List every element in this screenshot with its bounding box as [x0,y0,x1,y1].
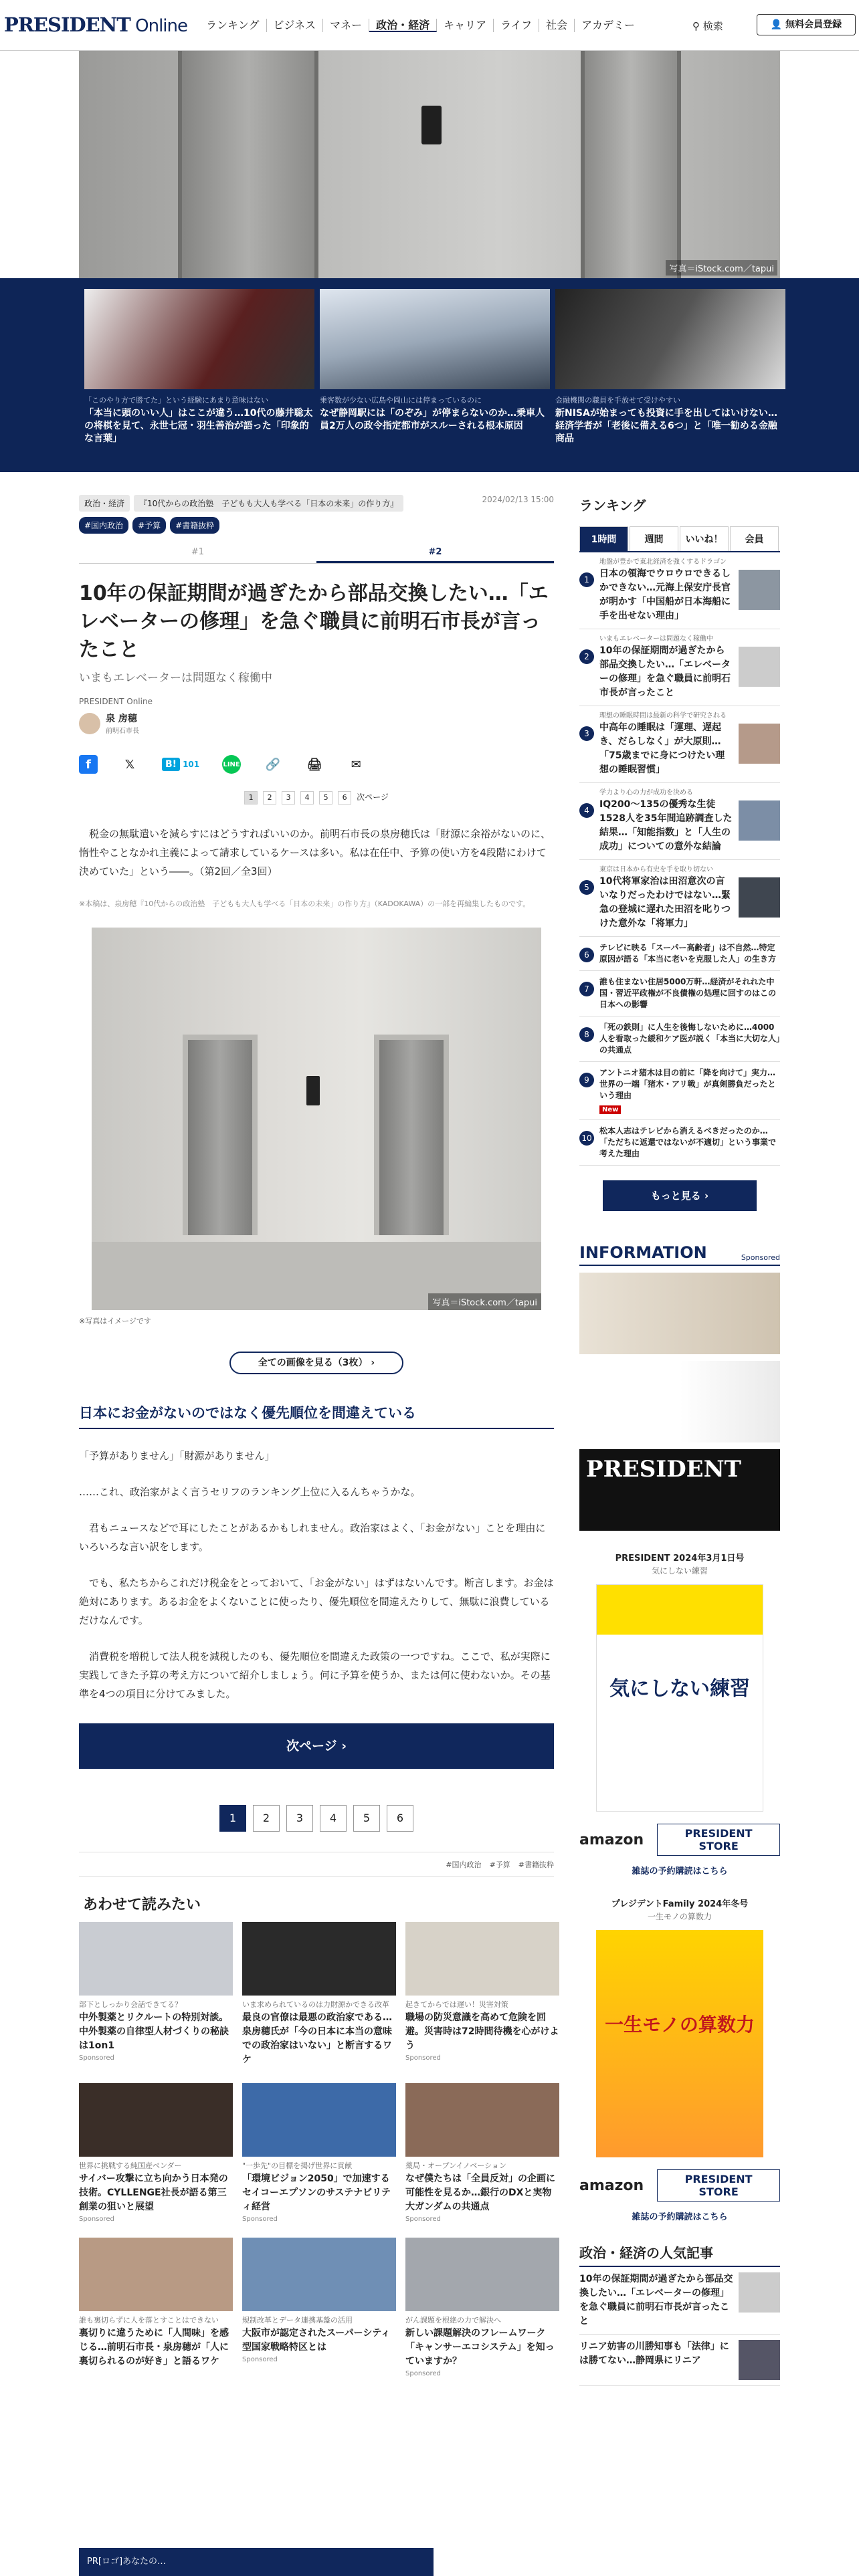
nav-academy[interactable]: アカデミー [581,19,636,31]
series-tab-2[interactable]: #2 [316,543,554,563]
ranking-item[interactable]: 7 誰も住まない住居5000万軒…経済がそれれた中国・習近平政権が不良債権の処理に回すのはこの日本への影響 [579,971,780,1016]
search-icon: ⚲ [692,20,700,32]
president-store-link[interactable]: PRESIDENT STORE [657,1824,780,1856]
ranking-item[interactable]: 5 東京は日本から有史を手を取り切ない 10代将軍家治は田沼意次の言いなりだったわけではない…緊急の登城に遅れた田沼を叱りつけた意外な「将軍力」 [579,860,780,937]
author-avatar [79,713,100,734]
magazine-cover[interactable]: 気にしない練習 [596,1584,763,1812]
related-item[interactable]: 世界に挑戦する純国産ベンダー サイバー攻撃に立ち向かう日本発の技術。CYLLENGE社長が語る第三創業の狙いと展望 Sponsored [79,2083,233,2223]
information-heading: INFORMATION Sponsored [579,1243,780,1266]
page-number[interactable]: 4 [320,1805,347,1832]
line-icon[interactable]: LINE [222,755,241,774]
facebook-icon[interactable]: f [79,755,98,774]
related-item[interactable]: いま求められているのは力財源かできる改革 最良の官僚は最悪の政治家である…泉房穂氏が「今の日本に本当の意味での政治家はいない」と断言するワケ [242,1922,396,2068]
carousel-item[interactable]: 金融機関の職員を手放せて受けやすい 新NISAが始まっても投資に手を出してはいけない…経済学者が「老後に備える6つ」と「唯一勧める金融商品 [555,289,785,469]
nav-life[interactable]: ライフ [494,19,539,32]
article-main [79,495,559,2377]
ranking-tab-hour[interactable]: 1時間 [579,526,628,551]
nav-society[interactable]: 社会 [539,19,575,32]
carousel-image [84,289,314,389]
subscription-link[interactable]: 雑誌の予約購読はこちら [632,1866,728,1876]
print-icon[interactable]: 🖨 [306,757,322,772]
bottom-pagination [79,1805,554,1832]
page-number[interactable]: 2 [253,1805,280,1832]
series-tabs [79,543,554,564]
carousel-item[interactable]: 乗客数が少ない広島や岡山には停まっているのに なぜ静岡駅には「のぞみ」が停まらないのか…乗車人員2万人の政令指定都市がスルーされる根本原因 [320,289,550,469]
series-tag[interactable]: 『10代からの政治塾 子どもも大人も学べる「日本の未来」の作り方』 [134,495,403,512]
amazon-link[interactable]: amazon [579,2177,644,2194]
page-link[interactable]: 2 [263,791,276,804]
article-image[interactable] [92,928,541,1310]
series-tab-1[interactable]: #1 [191,547,205,557]
magazine-title: プレジデントFamily 2024年冬号 [611,1899,749,1909]
carousel-image [320,289,550,389]
site-logo[interactable]: PRESIDENT Online [4,13,188,36]
related-item[interactable]: 薬局・オープンイノベーション なぜ僕たちは「全員反対」の企画に可能性を見るか…銀行のDXと実物大ガンダムの共通点 Sponsored [405,2083,559,2223]
related-item[interactable]: がん課題を根絶の力で解決へ 新しい課題解決のフレームワーク「キャンサーエコシステム」を知っていますか？ Sponsored [405,2238,559,2377]
hashtag[interactable]: #予算 [132,517,166,534]
related-item[interactable]: "一歩先"の目標を掲げ世界に貢献 「環境ビジョン2050」で加速するセイコーエプソンのサステナビリティ経営 Sponsored [242,2083,396,2223]
amazon-link[interactable]: amazon [579,1831,644,1848]
ranking-item[interactable]: 9 アントニオ猪木は目の前に「降を向けて」実力…世界の一端「猪木・アリ戦」が真剣勝負だったという理由 New [579,1062,780,1120]
share-bar [79,755,554,774]
more-ranking-button[interactable]: もっと見る › [603,1180,757,1211]
hashtag[interactable]: #国内政治 [79,517,128,534]
author-name: 泉 房穂 [106,714,137,724]
carousel-image [555,289,785,389]
page-number[interactable]: 1 [219,1805,246,1832]
author[interactable] [79,712,554,735]
article-paragraph: 君もニュースなどで耳にしたことがあるかもしれません。政治家はよく、「お金がない」ことを理由にいろいろな言い訳をします。 [79,1522,546,1553]
author-role: 前明石市長 [106,728,139,735]
subscription-link[interactable]: 雑誌の予約購読はこちら [632,2212,728,2222]
source-label: PRESIDENT Online [79,697,153,706]
ad-banner[interactable]: PRESIDENT [579,1449,780,1531]
publish-date: 2024/02/13 15:00 [482,495,554,504]
related-item[interactable]: 部下としっかり会話できてる？ 中外製薬とリクルートの特別対談。中外製薬の自律型人材づくりの秘訣は1on1 Sponsored [79,1922,233,2068]
hashtag[interactable]: #国内政治 [446,1860,482,1869]
related-item[interactable]: 起きてからでは遅い！災害対策 職場の防災意識を高めて危険を回避。災害時は72時間待機を心がけよう Sponsored [405,1922,559,2068]
ranking-item[interactable]: 1 地盤が豊かで東北経済を強くするドラゴン 日本の領海でウロウロできるしかできない…元海上保安庁長官が明かす「中国船が日本海船に手を出せない理由」 [579,552,780,629]
search-button[interactable]: ⚲ 検索 [692,20,723,32]
bottom-tags [79,1852,554,1877]
carousel-item[interactable]: 「このやり方で勝てた」という経験にあまり意味はない 「本当に頭のいい人」はここが違う…10代の藤井聡太の将棋を見て、永世七冠・羽生善治が語った「印象的な言葉」 [84,289,314,469]
magazine-subtitle: 一生モノの算数力 [648,1912,712,1921]
related-item[interactable]: 規制改革とデータ連携基盤の活用 大阪市が認定されたスーパーシティ型国家戦略特区とは Sponsored [242,2238,396,2377]
x-icon[interactable]: 𝕏 [124,757,135,772]
article-title: 10年の保証期間が過ぎたから部品交換したい…「エレベーターの修理」を急ぐ職員に前明石市長が言ったこと [79,582,549,661]
top-pagination [79,791,554,804]
ad-banner[interactable] [579,1361,780,1442]
article-lead: 税金の無駄遣いを減らすにはどうすればいいのか。前明石市長の泉房穂氏は「財源に余裕がないのに、惰性やことなかれ主義によって請求しているケースは多い。私は在任中、予算の使い方を4段階にわけて決めていた」という――。（第2回／全3回） [79,828,551,877]
view-all-images-button[interactable]: 全ての画像を見る（3枚） › [229,1352,403,1374]
chevron-right-icon: › [341,1739,347,1753]
image-note: ※写真はイメージです [79,1317,151,1325]
nav-career[interactable]: キャリア [437,19,494,32]
magazine-cover[interactable]: 一生モノの算数力 [596,1930,763,2157]
page-link[interactable]: 1 [244,791,258,804]
chevron-right-icon: › [704,1190,709,1202]
link-icon[interactable]: 🔗 [265,757,281,772]
article-subtitle: いまもエレベーターは問題なく稼働中 [79,671,272,685]
page-link[interactable]: 3 [282,791,295,804]
article-paragraph: 消費税を増税して法人税を減税したのも、優先順位を間違えた政策の一つですね。ここで、私が実際に実践してきた予算の考え方について紹介しましょう。何に予算を使うか、または何に使わないか。その基準を4つの項目に分けてみました。 [79,1650,551,1700]
hero-image [79,51,780,278]
hashtag[interactable]: #書籍抜粋 [518,1860,554,1869]
buy-links [579,2169,780,2202]
hatena-button[interactable]: B! 101 [162,755,199,774]
nav-business[interactable]: ビジネス [267,19,324,32]
page-number[interactable]: 6 [387,1805,413,1832]
related-grid [79,1922,559,2377]
ranking-heading: ランキング [579,498,646,514]
register-button[interactable]: 👤 無料会員登録 [757,14,856,35]
next-page-button[interactable]: 次ページ › [79,1723,554,1769]
ranking-item[interactable]: 6 テレビに映る「スーパー高齢者」は不自然…特定原因が語る「本当に老いを克服した人」の生き方 [579,937,780,971]
hashtag[interactable]: #予算 [489,1860,510,1869]
president-store-link[interactable]: PRESIDENT STORE [657,2169,780,2202]
sidebar [579,495,780,2386]
magazine-subtitle: 気にしない練習 [651,1566,708,1576]
ranking-item[interactable]: 2 いまもエレベーターは問題なく稼働中 10年の保証期間が過ぎたから部品交換したい…「エレベーターの修理」を急ぐ職員に前明石市長が言ったこと [579,629,780,706]
hash-tags [79,517,554,534]
page-number[interactable]: 3 [286,1805,313,1832]
ranking-tab-member[interactable]: 会員 [730,526,779,551]
popular-item[interactable]: 10年の保証期間が過ぎたから部品交換したい…「エレベーターの修理」を急ぐ職員に前明石市長が言ったこと [579,2267,780,2335]
article-paragraph: 「予算がありません」「財源がありません」 [79,1450,275,1462]
new-badge: New [599,1105,621,1114]
hero-caption: 写真＝iStock.com／tapui [666,260,777,276]
mail-icon[interactable]: ✉ [351,757,361,772]
related-item[interactable]: 誰も裏切らずに人を落とすことはできない 裏切りに違うために「人間味」を感じる…前明石市長・泉房穂が「人に裏切られるのが好き」と語るワケ [79,2238,233,2377]
ranking-tab-week[interactable]: 週間 [630,526,678,551]
arrow-right-icon: › [371,1358,375,1368]
nav-money[interactable]: マネー [323,19,369,32]
ranking-item[interactable]: 3 理想の睡眠時間は最新の科学で研究される 中高年の睡眠は「運理、遅起き、だらしなく」が大原則…「75歳までに身につけたい理想の睡眠習慣」 [579,706,780,783]
ranking-tab-like[interactable]: いいね！ [680,526,729,551]
category-tag[interactable]: 政治・経済 [79,495,130,512]
ranking-tabs [579,526,780,552]
buy-links [579,1824,780,1856]
ranking-item[interactable]: 4 学力より心の力が成功を決める IQ200〜135の優秀な生徒1528人を35年間追跡調査した結果…「知能指数」と「人生の成功」についての意外な結論 [579,783,780,860]
magazine-block [579,1897,780,2222]
page-number[interactable]: 5 [353,1805,380,1832]
image-caption: 写真＝iStock.com／tapui [428,1293,541,1310]
page-link[interactable]: 6 [338,791,351,804]
popular-item[interactable]: リニア妨害の川勝知事も「法律」には勝てない…静岡県にリニア [579,2335,780,2386]
ad-banner[interactable] [579,1273,780,1354]
article-paragraph: ……これ、政治家がよく言うセリフのランキング上位に入るんちゃうかな。 [79,1486,421,1498]
nav-politics[interactable]: 政治・経済 [369,19,437,32]
ranking-item[interactable]: 8 「死の鉄則」に人生を後悔しないために…4000人を看取った緩和ケア医が説く「本当に大切な人」の共通点 [579,1016,780,1062]
page-link[interactable]: 5 [319,791,332,804]
section-heading: 日本にお金がないのではなく優先順位を間違えている [79,1402,554,1429]
hashtag[interactable]: #書籍抜粋 [170,517,219,534]
hatena-icon: B! [162,758,180,771]
source-note: ※本稿は、泉房穂『10代からの政治塾 子どもも大人も学べる「日本の未来」の作り方』（KADOKAWA）の一部を再編集したものです。 [79,899,531,908]
next-page-link[interactable]: 次ページ [357,792,389,802]
magazine-block [579,1551,780,1876]
site-header [0,0,859,51]
main-nav [199,19,642,32]
magazine-title: PRESIDENT 2024年3月1日号 [615,1553,745,1564]
article-paragraph: でも、私たちからこれだけ税金をとっておいて、「お金がない」はずはないんです。断言します。お金は絶対にあります。あるお金をよくないことに使ったり、優先順位を間違えたりして、無駄に浪費しているだけなんです。 [79,1577,554,1626]
ranking-item[interactable]: 10 松本人志はテレビから消えるべきだったのか…「ただちに返還ではないが不適切」という事業で考えた理由 [579,1120,780,1166]
nav-ranking[interactable]: ランキング [199,19,267,32]
user-icon: 👤 [770,19,783,30]
page-link[interactable]: 4 [300,791,314,804]
related-heading: あわせて読みたい [83,1897,201,1913]
popular-heading: 政治・経済の人気記事 [579,2242,780,2267]
bottom-ad-bar[interactable]: PR[ロゴ]あなたの… [79,2548,434,2576]
